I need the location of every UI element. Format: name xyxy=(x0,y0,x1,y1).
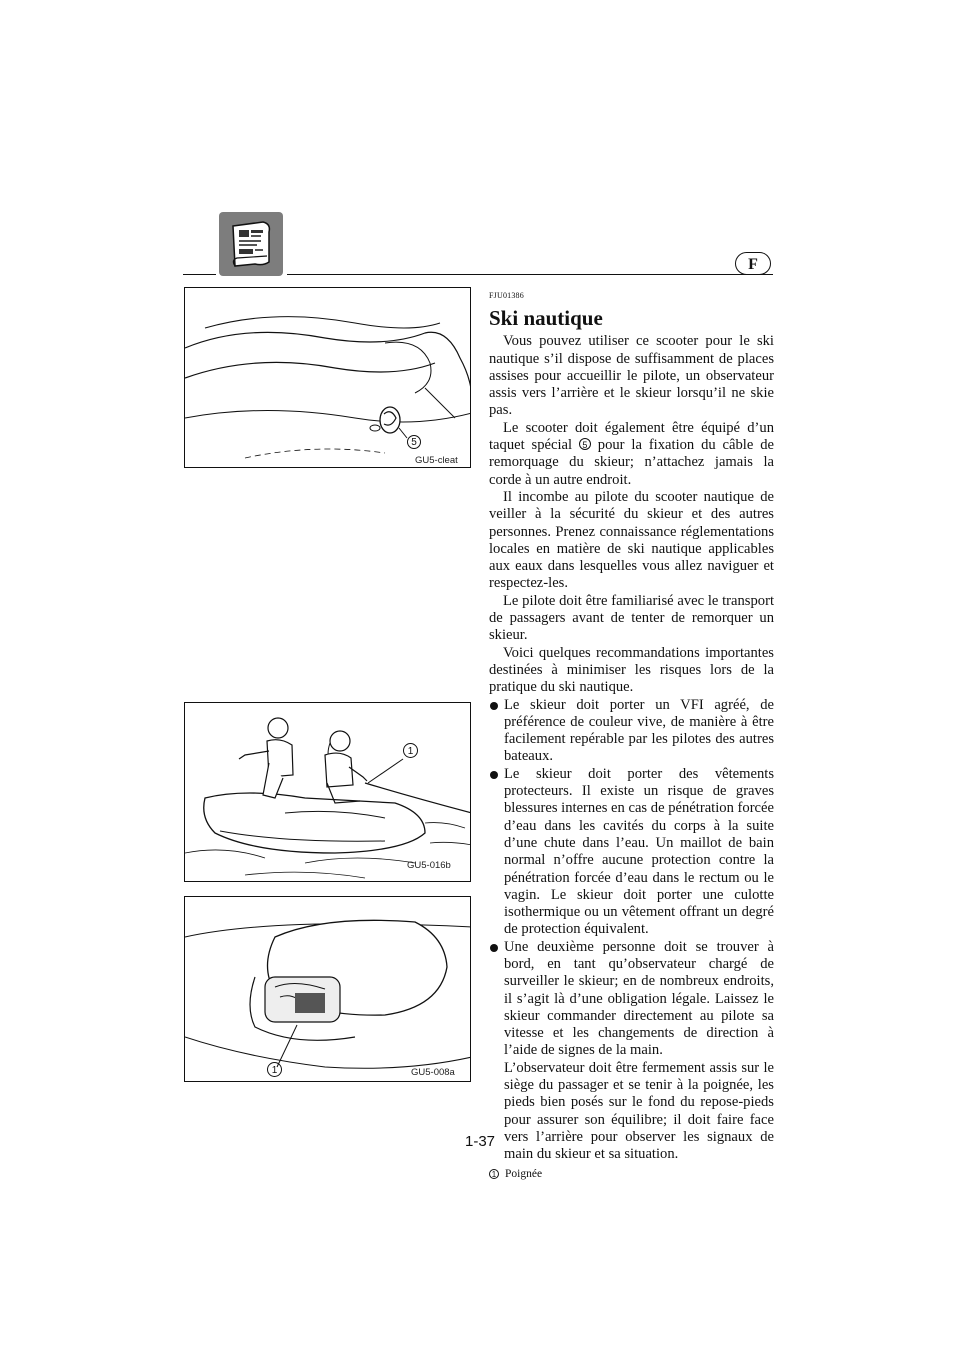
figure-legend xyxy=(489,1166,774,1183)
paragraph-recommendations: Voici quelques recommandations importantes destinées à minimiser les risques lors de la pratique du ski nautique. xyxy=(489,644,774,696)
figure-code: GU5-008a xyxy=(411,1067,455,1078)
reference-code: FJU01386 xyxy=(489,291,524,300)
callout-1: 1 xyxy=(403,743,418,758)
page-number: 1-37 xyxy=(464,1133,496,1150)
list-item: Une deuxième personne doit se trouver à bord, en tant qu’observateur chargé de surveiller le skieur; en de nombreux endroits, il s’agit là d’une obligation légale. Laissez le skieur commander directement au pilote sa vitesse et les changements de direction à l’aide de signes de la main. L’observateur doit être fermement assis sur le siège du passager et se tenir à la poignée, les pieds bien posés sur le fond du repose-pieds pour assurer son équilibre; il doit faire face vers l’arrière pour observer les signaux de main du skieur et sa situation. xyxy=(489,939,774,1164)
bullet-icon xyxy=(490,771,498,779)
inline-callout-5: 5 xyxy=(579,438,591,450)
paragraph-passengers: Le pilote doit être familiarisé avec le transport de passagers avant de tenter de remorquer un skieur. xyxy=(489,592,774,644)
list-item: Le skieur doit porter un VFI agréé, de préférence de couleur vive, de manière à être facilement repérable par les pilotes des autres bateaux. xyxy=(489,697,774,766)
bullet-icon xyxy=(490,702,498,710)
tow-cleat-illustration xyxy=(185,288,471,468)
paragraph-responsibility: Il incombe au pilote du scooter nautique de veiller à la sécurité du skieur et des autres personnes. Prenez connaissance réglementations locales en matière de ski nautique applicables aux eaux dans lesquelles vous allez naviguer et respectez-les. xyxy=(489,488,774,592)
text-column xyxy=(489,287,774,1183)
recommendation-list xyxy=(489,697,774,1164)
header-rule-left xyxy=(183,274,216,275)
figure-code: GU5-cleat xyxy=(415,455,458,466)
header-rule-right xyxy=(287,274,773,275)
legend-number: 1 xyxy=(489,1169,499,1179)
section-title: Ski nautique xyxy=(489,306,603,331)
figure-code: GU5-016b xyxy=(407,860,451,871)
legend-label: Poignée xyxy=(505,1167,543,1180)
figure-riders-towing xyxy=(184,702,471,882)
bullet-icon xyxy=(490,944,498,952)
callout-1: 1 xyxy=(267,1062,282,1077)
paragraph-cleat: Le scooter doit également être équipé d’un taquet spécial 5 pour la fixation du câble de remorquage du skieur; n’attachez jamais la corde à un autre endroit. xyxy=(489,419,774,488)
callout-5: 5 xyxy=(407,435,421,449)
language-badge: F xyxy=(735,252,771,275)
paragraph-intro: Vous pouvez utiliser ce scooter pour le ski nautique s’il dispose de suffisamment de places assises pour accueillir le pilote, un observateur assis vers l’arrière et le skieur lorsqu’il ne skie pas. xyxy=(489,333,774,419)
figure-grab-handle xyxy=(184,896,471,1082)
manual-book-icon xyxy=(219,212,283,276)
riders-illustration xyxy=(185,703,471,882)
figure-tow-cleat xyxy=(184,287,471,468)
grab-handle-illustration xyxy=(185,897,471,1082)
list-item: Le skieur doit porter des vêtements protecteurs. Il existe un risque de graves blessures internes en cas de pénétration forcée d’eau dans les cavités du corps à la suite d’une chute dans l’eau. Un maillot de bain normal n’offre aucune protection contre la pénétration forcée d’eau dans le rectum ou le vagin. Le skieur doit porter une culotte isothermique ou un vêtement offrant un degré de protection équivalent. xyxy=(489,766,774,939)
